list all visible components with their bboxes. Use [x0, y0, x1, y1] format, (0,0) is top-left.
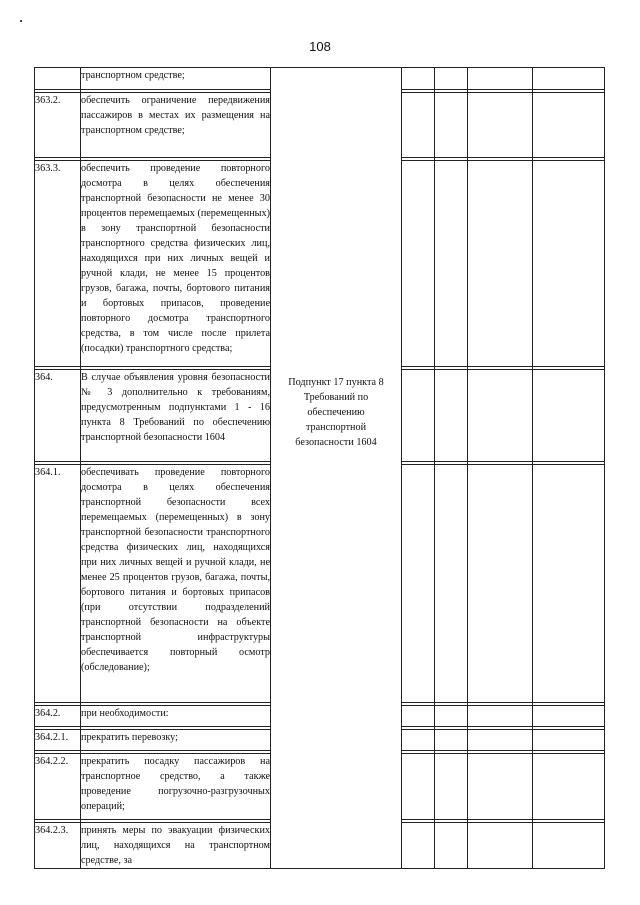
table-row — [35, 68, 605, 90]
item-text: обеспечить проведение повторного досмотра в целях обеспечения транспортной безопасности не менее 30 процентов перемещаемых (перемещенных) в зону транспортной безопасности транспортного средства физических лиц, находящихся при них личных вещей и ручной клади, не менее 15 процентов грузов, багажа, почты, бортового питания и бортовых припасов, проведение повторного досмотра транспортного средства, в том числе после прилета (посадки) транспортного средства; — [81, 161, 271, 367]
item-text: при необходимости: — [81, 706, 271, 727]
requirements-table — [34, 67, 605, 869]
item-number: 364.2.3. — [35, 823, 81, 869]
item-number: 363.2. — [35, 93, 81, 158]
item-text: В случае объявления уровня безопасности № 3 дополнительно к требованиям, предусмотренным подпунктами 1 - 16 пункта 8 Требований по обеспечению транспортной безопасности 1604 — [81, 370, 271, 462]
item-number: 364.1. — [35, 465, 81, 703]
item-number: 364. — [35, 370, 81, 462]
item-number: 364.2. — [35, 706, 81, 727]
item-text: транспортном средстве; — [81, 68, 271, 90]
item-text: обеспечить ограничение передвижения пассажиров в местах их размещения на транспортном средстве; — [81, 93, 271, 158]
item-number: 364.2.2. — [35, 754, 81, 820]
item-text: обеспечивать проведение повторного досмотра в целях обеспечения транспортной безопасности всех перемещаемых (перемещенных) в зону транспортной безопасности транспортного средства физических лиц, находящихся при них личных вещей и ручной клади, не менее 25 процентов грузов, багажа, почты, бортового питания и бортовых припасов (при отсутствии подразделений транспортной безопасности на объекте транспортной инфраструктуры обеспечивается повторный осмотр (обследование); — [81, 465, 271, 703]
item-number — [35, 68, 81, 90]
item-number: 364.2.1. — [35, 730, 81, 751]
item-text: принять меры по эвакуации физических лиц, находящихся на транспортном средстве, за — [81, 823, 271, 869]
reference-text: Подпункт 17 пункта 8 Требований по обеспечению транспортной безопасности 1604 — [288, 377, 384, 448]
scan-dot — [20, 20, 22, 22]
item-text: прекратить посадку пассажиров на транспортное средство, а также проведение погрузочно-разгрузочных операций; — [81, 754, 271, 820]
reference-column — [271, 68, 402, 869]
page-number: 108 — [309, 39, 331, 54]
item-number: 363.3. — [35, 161, 81, 367]
item-text: прекратить перевозку; — [81, 730, 271, 751]
